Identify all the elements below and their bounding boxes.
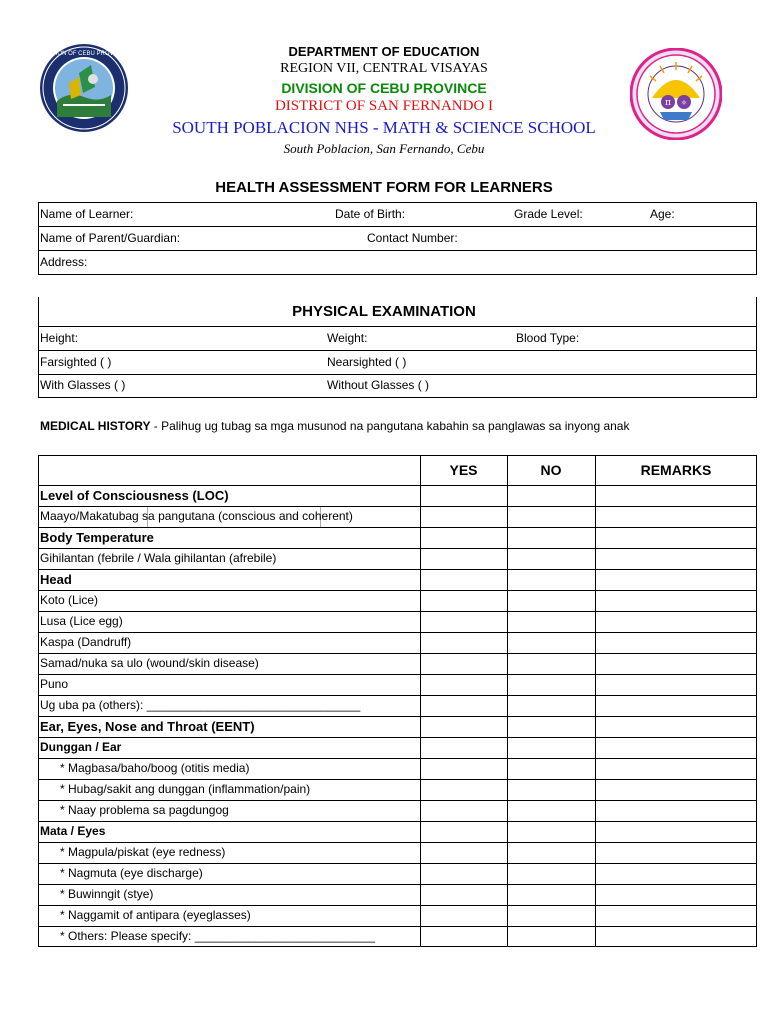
- division-heading: DIVISION OF CEBU PROVINCE: [281, 80, 487, 96]
- table-row-label: Lusa (Lice egg): [40, 614, 123, 628]
- medical-history-label: MEDICAL HISTORY: [40, 419, 151, 433]
- medical-history-instruction: [40, 419, 629, 433]
- no-column-header: NO: [540, 462, 562, 478]
- table-row-divider: [38, 905, 757, 906]
- table-row-label: * Buwinngit (stye): [60, 887, 154, 901]
- dob-label: Date of Birth:: [335, 207, 406, 221]
- with-glasses-label: With Glasses ( ): [40, 378, 126, 392]
- svg-text:⚛: ⚛: [680, 100, 688, 107]
- table-row-divider: [38, 569, 757, 570]
- without-glasses-label: Without Glasses ( ): [327, 378, 430, 392]
- table-row-divider: [38, 611, 757, 612]
- physical-exam-title: PHYSICAL EXAMINATION: [292, 303, 476, 320]
- table-row-label: * Naggamit of antipara (eyeglasses): [60, 908, 251, 922]
- parent-label: Name of Parent/Guardian:: [40, 231, 181, 245]
- table-row-divider: [38, 884, 757, 885]
- table-row-label: Ear, Eyes, Nose and Throat (EENT): [40, 719, 255, 734]
- contact-label: Contact Number:: [367, 231, 458, 245]
- table-row-label: * Magpula/piskat (eye redness): [60, 845, 226, 859]
- table-row-label: Kaspa (Dandruff): [40, 635, 132, 649]
- table-row-label: Mata / Eyes: [40, 824, 106, 838]
- table-row-label: * Hubag/sakit ang dunggan (inflammation/pain): [60, 782, 311, 796]
- region-heading: REGION VII, CENTRAL VISAYAS: [280, 61, 488, 76]
- table-row-label: * Others: Please specify: ___________________________: [60, 929, 375, 943]
- table-row-label: Ug uba pa (others): ________________________________: [40, 698, 361, 712]
- table-row-label: Koto (Lice): [40, 593, 99, 607]
- table-row-divider: [38, 800, 757, 801]
- address-label: Address:: [40, 255, 88, 269]
- farsighted-label: Farsighted ( ): [40, 355, 112, 369]
- table-row-label: Maayo/Makatubag sa pangutana (conscious and coherent): [40, 509, 353, 523]
- table-row-label: Body Temperature: [40, 530, 154, 545]
- school-heading: SOUTH POBLACION NHS - MATH & SCIENCE SCHOOL: [172, 118, 596, 137]
- yes-column-header: YES: [449, 462, 478, 478]
- table-row-divider: [38, 926, 757, 927]
- table-row-divider: [38, 716, 757, 717]
- nearsighted-label: Nearsighted ( ): [327, 355, 407, 369]
- table-row-divider: [38, 737, 757, 738]
- table-row-divider: [38, 506, 757, 507]
- table-row-label: Gihilantan (febrile / Wala gihilantan (afrebile): [40, 551, 277, 565]
- table-row-label: Head: [40, 572, 72, 587]
- table-row-label: Samad/nuka sa ulo (wound/skin disease): [40, 656, 259, 670]
- table-row-divider: [38, 653, 757, 654]
- division-seal-lettering: DIVISION OF CEBU PROVINCE: [40, 51, 128, 57]
- table-row-divider: [38, 863, 757, 864]
- district-heading: DISTRICT OF SAN FERNANDO I: [274, 98, 494, 114]
- learner-name-label: Name of Learner:: [40, 207, 134, 221]
- school-address: South Poblacion, San Fernando, Cebu: [283, 141, 485, 156]
- table-row-label: * Nagmuta (eye discharge): [60, 866, 203, 880]
- svg-text:π: π: [665, 98, 671, 108]
- age-label: Age:: [650, 207, 675, 221]
- table-row-label: Level of Consciousness (LOC): [40, 488, 229, 503]
- table-row-divider: [38, 590, 757, 591]
- height-label: Height:: [40, 331, 79, 345]
- table-row-divider: [38, 548, 757, 549]
- blood-type-label: Blood Type:: [516, 331, 580, 345]
- table-row-divider: [38, 842, 757, 843]
- table-row-label: * Magbasa/baho/boog (otitis media): [60, 761, 250, 775]
- table-row-label: Puno: [40, 677, 69, 691]
- table-row-divider: [38, 674, 757, 675]
- weight-label: Weight:: [327, 331, 368, 345]
- table-row-divider: [38, 779, 757, 780]
- dept-heading: DEPARTMENT OF EDUCATION: [288, 44, 480, 59]
- table-row-label: Dunggan / Ear: [40, 740, 122, 754]
- medical-history-text: - Palihug ug tubag sa mga musunod na pangutana kabahin sa panglawas sa inyong anak: [150, 419, 630, 433]
- table-row-divider: [38, 821, 757, 822]
- table-row-divider: [38, 527, 757, 528]
- table-row-divider: [38, 695, 757, 696]
- remarks-column-header: REMARKS: [640, 462, 712, 478]
- table-row-divider: [38, 632, 757, 633]
- table-row-label: * Naay problema sa pagdungog: [60, 803, 229, 817]
- form-title: HEALTH ASSESSMENT FORM FOR LEARNERS: [215, 179, 553, 196]
- grade-label: Grade Level:: [514, 207, 583, 221]
- table-row-divider: [38, 758, 757, 759]
